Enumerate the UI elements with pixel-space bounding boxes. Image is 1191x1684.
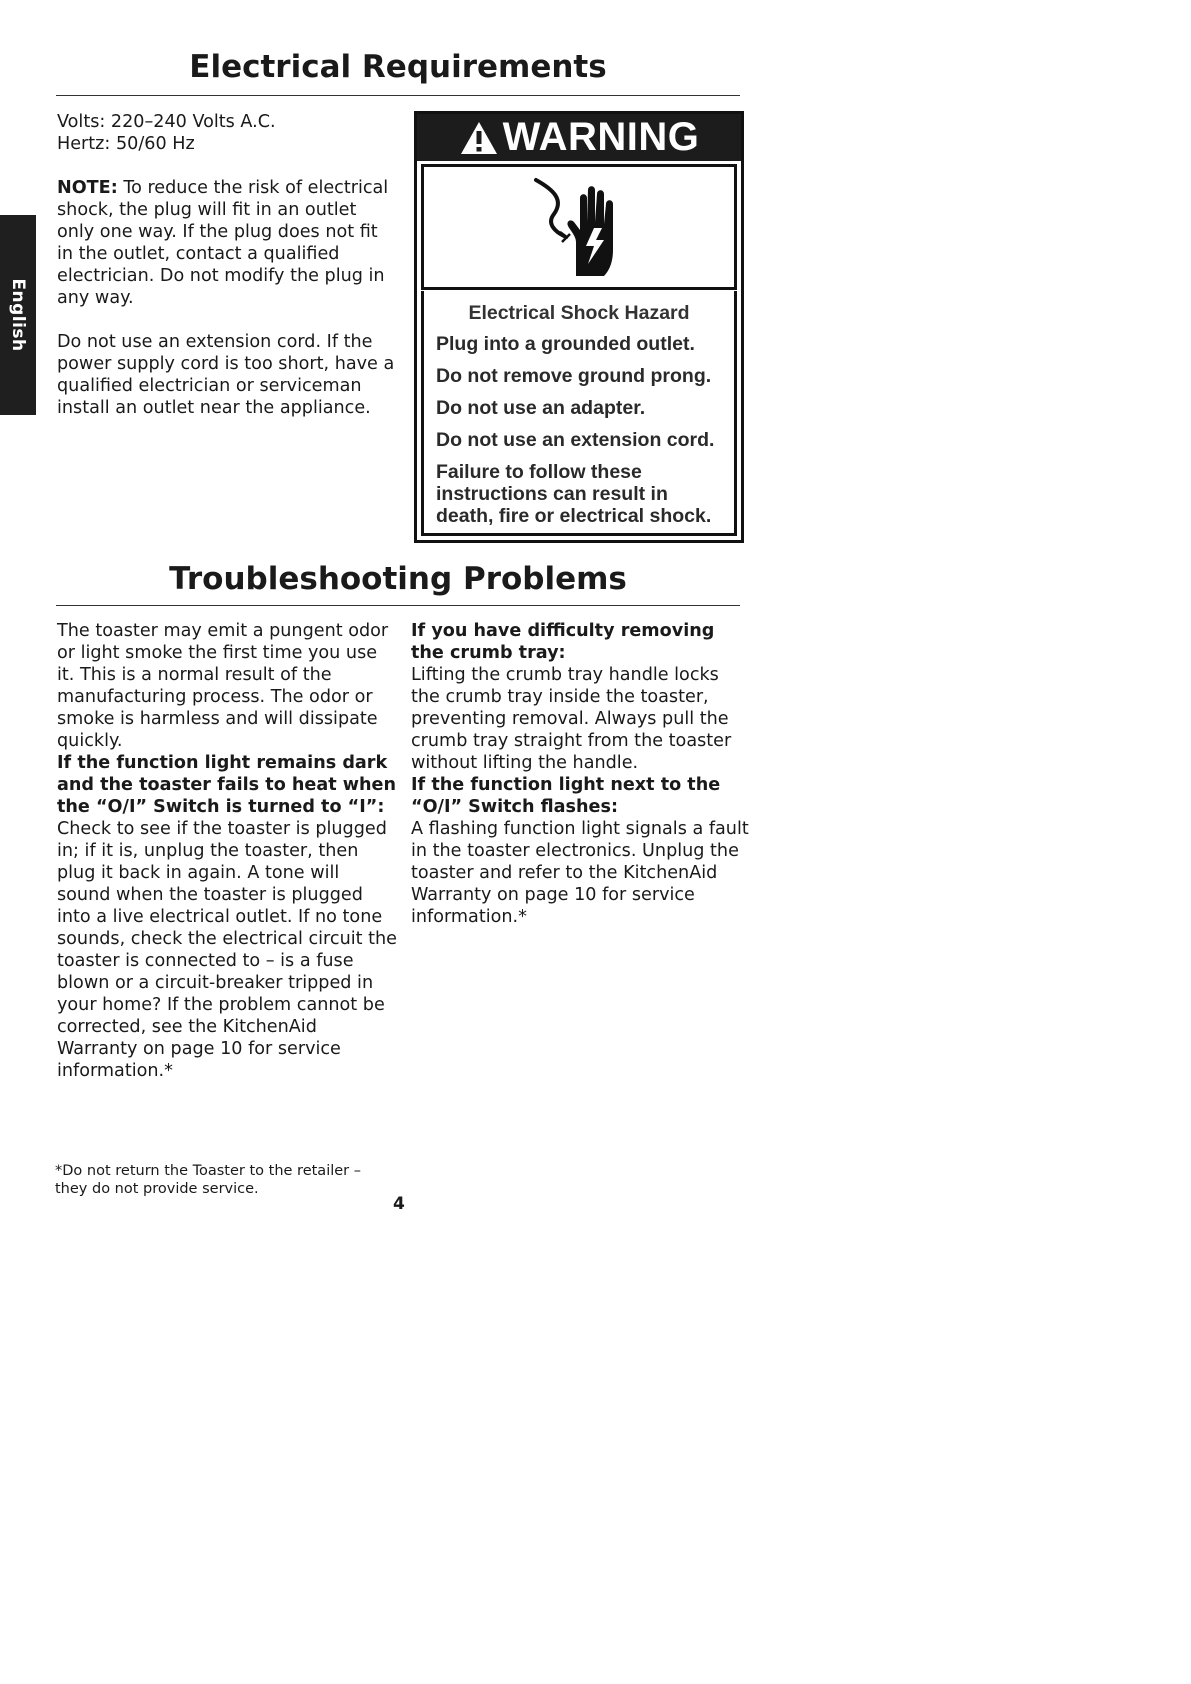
function-light-dark-body: Check to see if the toaster is plugged in; if it is, unplug the toaster, then plug it back in again. A tone will sound when the toaster is plugged into a live electrical outlet. If no tone sounds, check the electrical circuit the toaster is connected to – is a fuse blown or a circuit-breaker tripped in your home? If the problem cannot be corrected, see the KitchenAid Warranty on page 10 for service information.* xyxy=(57,819,397,1081)
note-label: NOTE: xyxy=(57,178,118,198)
warning-box xyxy=(414,111,744,543)
plug-note xyxy=(57,177,397,309)
note-text: To reduce the risk of electrical shock, the plug will fit in an outlet only one way. If the plug does not fit in the outlet, contact a qualified electrician. Do not modify the plug in any way. xyxy=(57,178,389,308)
hazard-title: Electrical Shock Hazard xyxy=(468,302,690,324)
electrical-text-column xyxy=(57,111,397,419)
warning-icon-panel xyxy=(421,164,737,290)
troubleshooting-right-column xyxy=(411,620,749,928)
troubleshooting-left-column xyxy=(57,620,397,1082)
hertz-spec: Hertz: 50/60 Hz xyxy=(57,134,195,154)
warning-triangle-icon xyxy=(459,120,499,156)
page-number: 4 xyxy=(393,1194,405,1214)
warning-text-panel xyxy=(421,291,737,536)
crumb-tray-heading: If you have difficulty removing the crumb tray: xyxy=(411,621,715,663)
warning-header xyxy=(417,114,741,161)
function-light-flash-body: A flashing function light signals a fault in the toaster electronics. Unplug the toaster and refer to the KitchenAid Warranty on page 10 for service information.* xyxy=(411,819,749,927)
title-divider xyxy=(56,95,740,96)
warning-heading: WARNING xyxy=(502,115,700,159)
electrical-requirements-title: Electrical Requirements xyxy=(189,49,607,85)
function-light-flash-heading: If the function light next to the “O/I” Switch flashes: xyxy=(411,775,721,817)
extension-cord-note: Do not use an extension cord. If the power supply cord is too short, have a qualified electrician or serviceman install an outlet near the appliance. xyxy=(57,332,395,418)
warning-line: Do not use an adapter. xyxy=(436,397,646,419)
warning-line: Do not use an extension cord. xyxy=(436,429,715,451)
odor-paragraph: The toaster may emit a pungent odor or light smoke the first time you use it. This is a normal result of the manufacturing process. The odor or smoke is harmless and will dissipate quickly. xyxy=(57,621,389,751)
warning-line: Plug into a grounded outlet. xyxy=(436,333,695,355)
crumb-tray-body: Lifting the crumb tray handle locks the crumb tray inside the toaster, preventing removal. Always pull the crumb tray straight from the toaster without lifting the handle. xyxy=(411,665,732,773)
troubleshooting-divider xyxy=(56,605,740,606)
language-tab-label: English xyxy=(8,278,28,352)
warning-consequence: Failure to follow these instructions can result in death, fire or electrical shock. xyxy=(436,461,712,527)
warning-line: Do not remove ground prong. xyxy=(436,365,712,387)
troubleshooting-title: Troubleshooting Problems xyxy=(169,561,627,597)
footnote: *Do not return the Toaster to the retailer – they do not provide service. xyxy=(55,1163,361,1197)
electrical-shock-hand-icon xyxy=(524,172,634,282)
language-tab xyxy=(0,215,36,415)
function-light-dark-heading: If the function light remains dark and the toaster fails to heat when the “O/I” Switch is turned to “I”: xyxy=(57,753,397,817)
volts-spec: Volts: 220–240 Volts A.C. xyxy=(57,112,276,132)
